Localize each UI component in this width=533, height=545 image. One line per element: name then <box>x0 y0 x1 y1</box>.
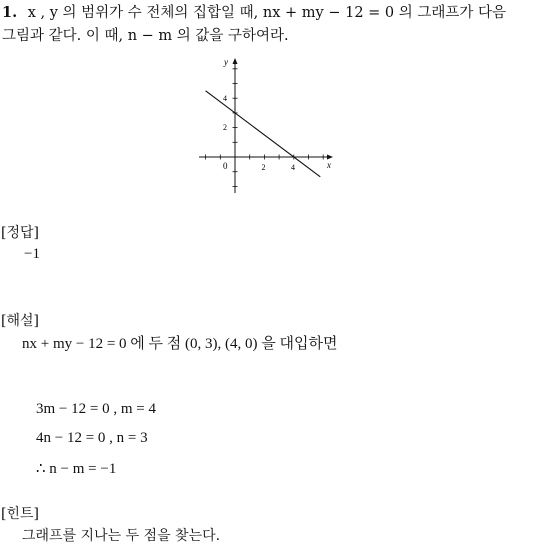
problem-line-1 <box>2 4 506 22</box>
y-tick-label-2: 2 <box>223 123 227 132</box>
x-tick-label-4: 4 <box>291 163 295 172</box>
solution-step-2: 4n − 12 = 0 , n = 3 <box>36 430 148 446</box>
problem-number: 1. <box>2 4 18 21</box>
problem-text-line-1: x , y 의 범위가 수 전체의 집합일 때, nx + my − 12 = 0 의 그래프가 다음 <box>27 5 507 21</box>
solution-intro: nx + my − 12 = 0 에 두 점 (0, 3), (4, 0) 을 대입하면 <box>22 336 338 352</box>
hint-text: 그래프를 지나는 두 점을 찾는다. <box>22 528 221 544</box>
answer-value: −1 <box>24 246 40 262</box>
solution-step-1: 3m − 12 = 0 , m = 4 <box>36 401 156 417</box>
solution-heading: [해설] <box>1 313 39 329</box>
x-axis-arrow <box>327 155 333 160</box>
answer-heading: [정답] <box>1 225 39 241</box>
y-tick-label-4: 4 <box>223 94 227 103</box>
problem-text-line-2: 그림과 같다. 이 때, n − m 의 값을 구하여라. <box>2 28 289 44</box>
hint-heading: [힌트] <box>1 506 39 522</box>
solution-step-3: ∴ n − m = −1 <box>36 461 117 477</box>
line-graph <box>197 55 337 195</box>
origin-label: 0 <box>223 161 228 171</box>
y-axis-label: y <box>224 57 228 67</box>
y-axis-arrow <box>233 58 238 64</box>
x-tick-label-2: 2 <box>261 163 266 172</box>
x-axis-label: x <box>327 160 331 170</box>
